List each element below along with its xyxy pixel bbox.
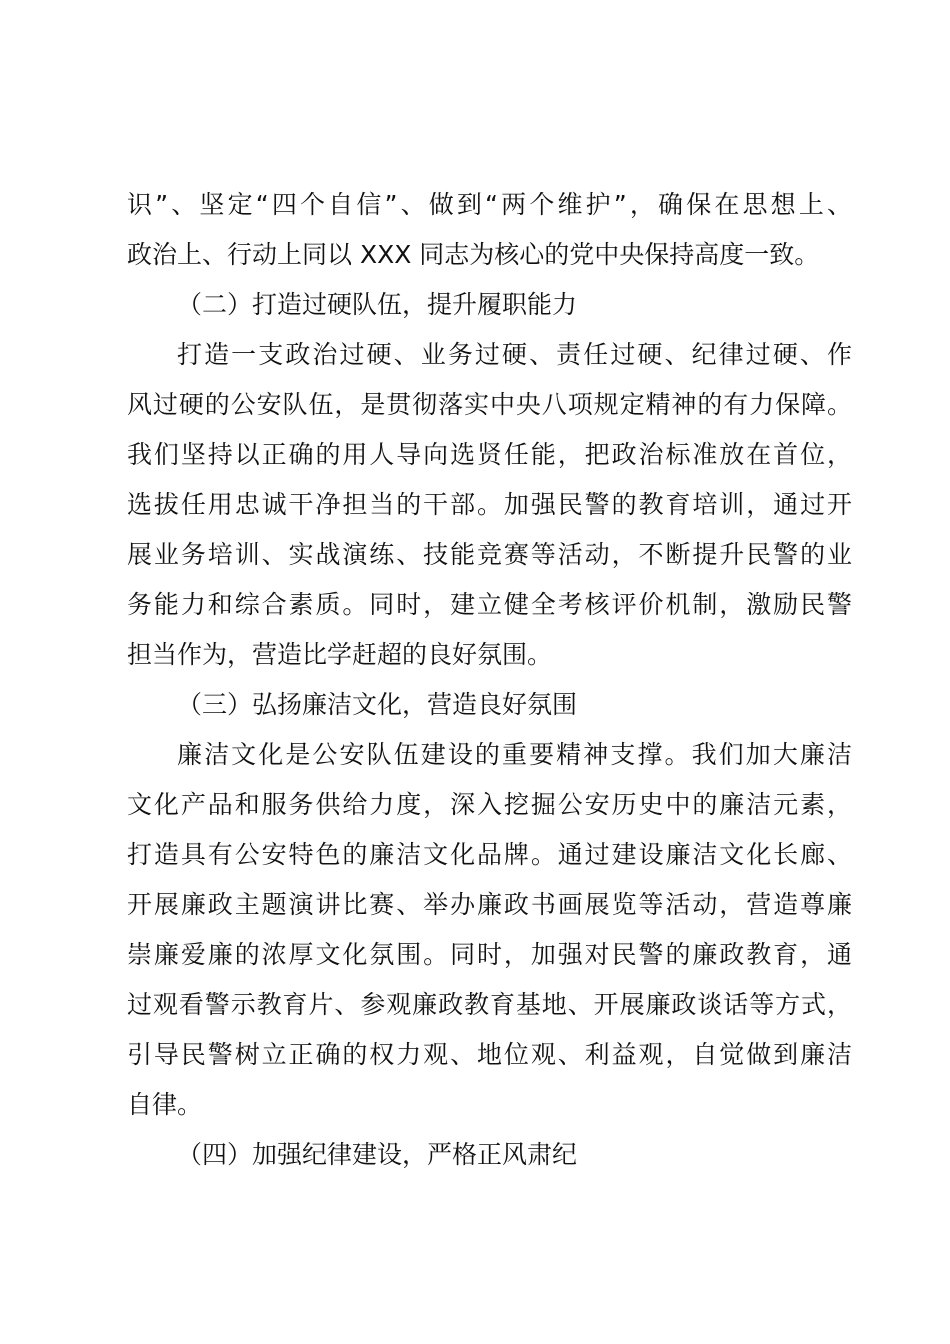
paragraph-line: 自律。 (127, 1090, 203, 1119)
paragraph-line: 文化产品和服务供给力度，深入挖掘公安历史中的廉洁元素， (127, 790, 852, 819)
paragraph-line: 我们坚持以正确的用人导向选贤任能，把政治标准放在首位， (127, 440, 852, 469)
paragraph-line: 展业务培训、实战演练、技能竞赛等活动，不断提升民警的业 (127, 540, 852, 569)
paragraph-line: 廉洁文化是公安队伍建设的重要精神支撑。我们加大廉洁 (177, 740, 852, 769)
section-heading: （四）加强纪律建设，严格正风肃纪 (177, 1140, 578, 1169)
paragraph-line: 开展廉政主题演讲比赛、举办廉政书画展览等活动，营造尊廉 (127, 890, 852, 919)
document-body (127, 180, 852, 1180)
paragraph-line: 打造一支政治过硬、业务过硬、责任过硬、纪律过硬、作 (177, 340, 852, 369)
paragraph-line: 崇廉爱廉的浓厚文化氛围。同时，加强对民警的廉政教育，通 (127, 940, 852, 969)
section-heading: （二）打造过硬队伍，提升履职能力 (177, 290, 578, 319)
paragraph-line: 引导民警树立正确的权力观、地位观、利益观，自觉做到廉洁 (127, 1040, 852, 1069)
paragraph-line: 务能力和综合素质。同时，建立健全考核评价机制，激励民警 (127, 590, 852, 619)
section-heading: （三）弘扬廉洁文化，营造良好氛围 (177, 690, 578, 719)
paragraph-line: 打造具有公安特色的廉洁文化品牌。通过建设廉洁文化长廊、 (127, 840, 852, 869)
paragraph-line: 识”、坚定“四个自信”、做到“两个维护”，确保在思想上、 (127, 190, 852, 219)
paragraph-line: 过观看警示教育片、参观廉政教育基地、开展廉政谈话等方式， (127, 990, 852, 1019)
paragraph-line: 风过硬的公安队伍，是贯彻落实中央八项规定精神的有力保障。 (127, 390, 852, 419)
paragraph-line: 政治上、行动上同以 XXX 同志为核心的党中央保持高度一致。 (127, 240, 820, 269)
paragraph-line: 担当作为，营造比学赶超的良好氛围。 (127, 640, 553, 669)
paragraph-line: 选拔任用忠诚干净担当的干部。加强民警的教育培训，通过开 (127, 490, 852, 519)
